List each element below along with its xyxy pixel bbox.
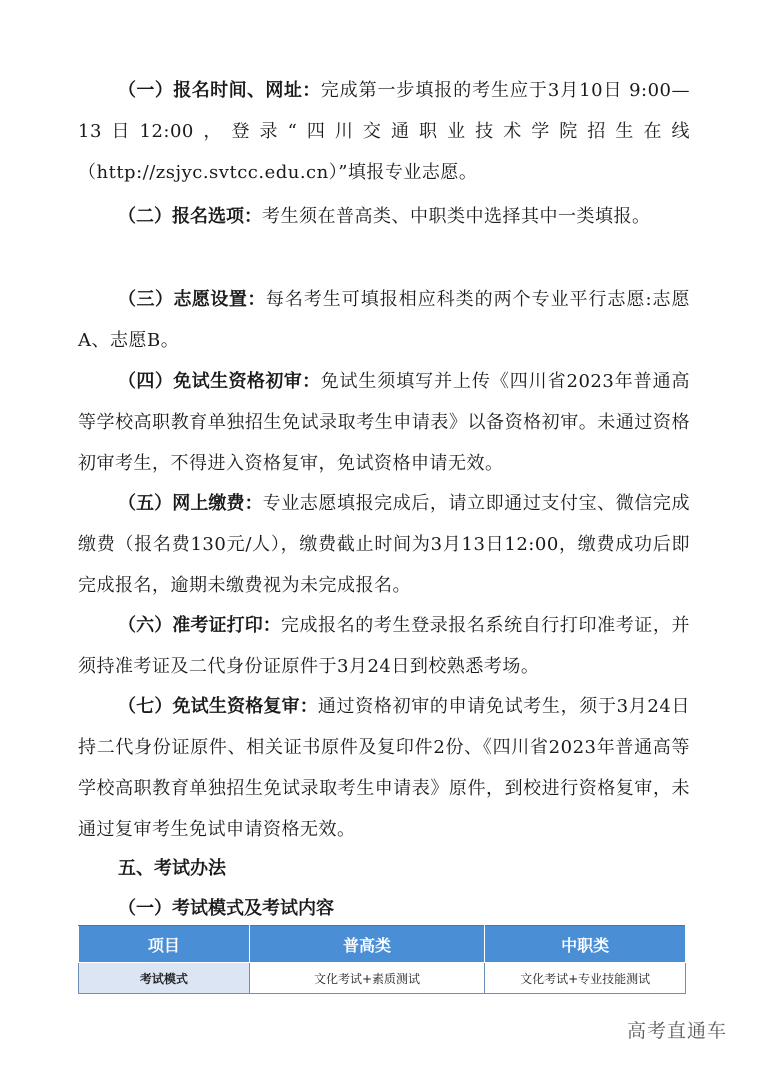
- table-cell-general-high: 文化考试+素质测试: [249, 963, 485, 994]
- table-header-item: 项目: [79, 926, 250, 963]
- section-3-text: 每名考生可填报相应科类的两个专业平行志愿:志愿A、志愿B。: [78, 289, 691, 351]
- table-header-row: [79, 926, 686, 963]
- section-3-paragraph: [78, 279, 690, 361]
- section-2-paragraph: [78, 196, 690, 237]
- section-5-text: 专业志愿填报完成后，请立即通过支付宝、微信完成缴费（报名费130元/人），缴费截止时间为3月13日12:00，缴费成功后即完成报名，逾期未缴费视为未完成报名。: [78, 493, 691, 596]
- section-6-text: 完成报名的考生登录报名系统自行打印准考证，并须持准考证及二代身份证原件于3月24日到校熟悉考场。: [78, 615, 691, 677]
- section-7-label: （七）免试生资格复审：: [118, 696, 318, 717]
- section-2-text: 考生须在普高类、中职类中选择其中一类填报。: [262, 206, 651, 227]
- subheading-exam-mode: （一）考试模式及考试内容: [118, 898, 334, 919]
- section-7-text: 通过资格初审的申请免试考生，须于3月24日持二代身份证原件、相关证书原件及复印件2份、《四川省2023年普通高等学校高职教育单独招生免试录取考生申请表》原件，到校进行资格复审，未通过复审考生免试申请资格无效。: [78, 696, 691, 840]
- section-1-paragraph: [78, 70, 690, 193]
- section-6-label: （六）准考证打印：: [118, 615, 281, 636]
- section-1-text: 完成第一步填报的考生应于3月10日 9:00—13日12:00，登录“四川交通职业技术学院招生在线（http://zsjyc.svtcc.edu.cn）”填报专业志愿。: [78, 80, 691, 183]
- table-header-general-high: 普高类: [249, 926, 485, 963]
- section-3-label: （三）志愿设置：: [118, 289, 266, 310]
- section-4-text: 免试生须填写并上传《四川省2023年普通高等学校高职教育单独招生免试录取考生申请表》以备资格初审。未通过资格初审考生，不得进入资格复审，免试资格申请无效。: [78, 371, 690, 474]
- section-6-paragraph: [78, 605, 690, 687]
- table-cell-item: 考试模式: [79, 963, 250, 994]
- section-5-label: （五）网上缴费：: [118, 493, 263, 514]
- section-5-paragraph: [78, 483, 690, 606]
- watermark-text: 高考直通车: [626, 1020, 727, 1042]
- exam-mode-table: [78, 925, 686, 994]
- table-cell-vocational: 文化考试+专业技能测试: [485, 963, 686, 994]
- section-4-paragraph: [78, 361, 690, 484]
- heading-exam-methods: 五、考试办法: [118, 858, 226, 879]
- section-2-label: （二）报名选项：: [118, 206, 262, 227]
- section-1-label: （一）报名时间、网址：: [118, 80, 321, 101]
- section-4-label: （四）免试生资格初审：: [118, 371, 321, 392]
- section-7-paragraph: [78, 686, 690, 850]
- table-row: [79, 963, 686, 994]
- table-header-vocational: 中职类: [485, 926, 686, 963]
